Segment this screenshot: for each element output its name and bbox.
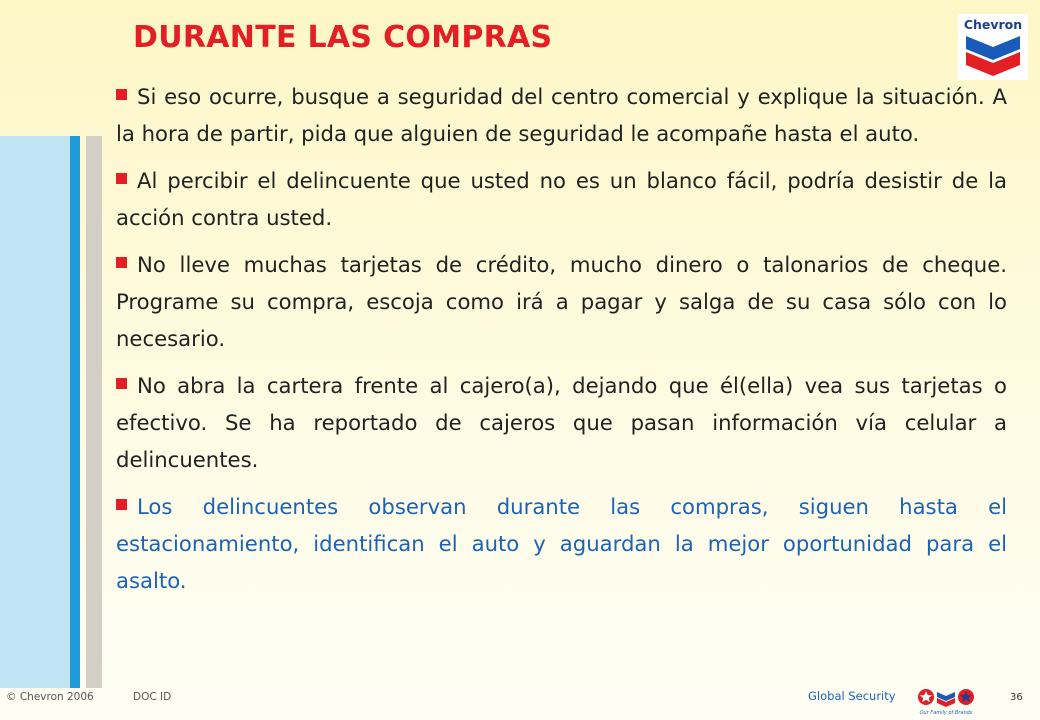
bullet-text: Al percibir el delincuente que usted no es un blanco fácil, podría desistir de la acción contra usted. bbox=[116, 168, 1007, 230]
bullet-text: Si eso ocurre, busque a seguridad del centro comercial y explique la situación. A la hora de partir, pida que alguien de seguridad le acompañe hasta el auto. bbox=[116, 84, 1007, 146]
bullet-list bbox=[116, 78, 1007, 609]
footer-section-name: Global Security bbox=[808, 689, 896, 703]
bullet-item bbox=[116, 162, 1007, 236]
svg-text:Our Family of Brands: Our Family of Brands bbox=[919, 710, 973, 716]
footer-copyright: © Chevron 2006 bbox=[6, 691, 94, 703]
bullet-item-highlight bbox=[116, 488, 1007, 599]
bullet-square-icon bbox=[116, 89, 127, 100]
page-number: 36 bbox=[1010, 692, 1023, 703]
side-decor-band bbox=[0, 136, 70, 688]
bullet-text: No abra la cartera frente al cajero(a), dejando que él(ella) vea sus tarjetas o efectivo. Se ha reportado de cajeros que pasan información vía celular a delincuentes. bbox=[116, 373, 1007, 472]
bullet-item bbox=[116, 246, 1007, 357]
brand-family-logos-icon bbox=[916, 687, 976, 717]
bullet-square-icon bbox=[116, 257, 127, 268]
chevron-logo-icon bbox=[958, 14, 1028, 80]
bullet-square-icon bbox=[116, 499, 127, 510]
footer-doc-id: DOC ID bbox=[133, 691, 172, 703]
side-accent-bar bbox=[70, 136, 80, 688]
bullet-text: Los delincuentes observan durante las compras, siguen hasta el estacionamiento, identifican el auto y aguardan la mejor oportunidad para el asalto. bbox=[116, 494, 1007, 593]
slide-title: DURANTE LAS COMPRAS bbox=[133, 20, 553, 55]
bullet-square-icon bbox=[116, 378, 127, 389]
side-gray-bar bbox=[86, 136, 102, 688]
bullet-text: No lleve muchas tarjetas de crédito, mucho dinero o talonarios de cheque. Programe su compra, escoja como irá a pagar y salga de su casa sólo con lo necesario. bbox=[116, 252, 1007, 351]
bullet-square-icon bbox=[116, 173, 127, 184]
logo-wordmark: Chevron bbox=[963, 17, 1023, 32]
bullet-item bbox=[116, 367, 1007, 478]
bullet-item bbox=[116, 78, 1007, 152]
